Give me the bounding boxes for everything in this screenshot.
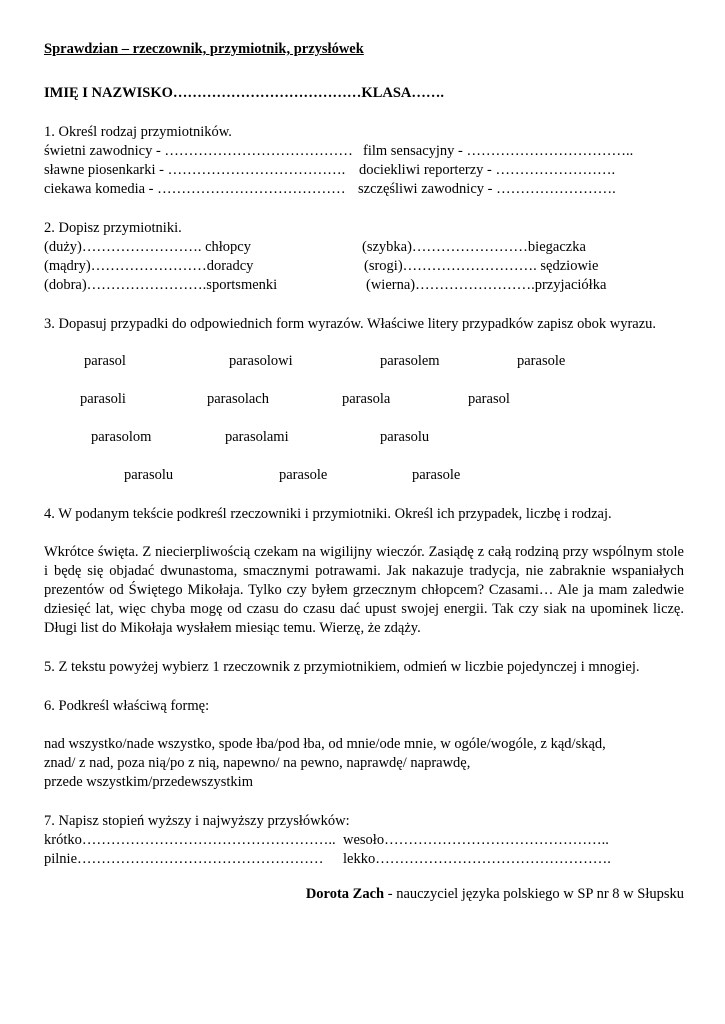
author-role: - nauczyciel języka polskiego w SP nr 8 w Słupsku [384, 886, 684, 902]
author-name: Dorota Zach [305, 886, 385, 902]
task-7-item: pilnie…………………………………………… [44, 851, 324, 867]
task-3-word: parasolom [91, 429, 152, 445]
task-3-word: parasolem [380, 353, 440, 369]
task-2-row [44, 257, 684, 276]
task-3-word: parasolu [380, 429, 430, 445]
task-2-item: (srogi)………………………. sędziowie [364, 258, 599, 274]
task-2-row [44, 238, 684, 257]
task-1-item: szczęśliwi zawodnicy - ……………………. [358, 181, 616, 197]
task-2-item: (szybka)……………………biegaczka [362, 239, 586, 255]
task-1-row [44, 180, 684, 199]
task-7-heading: 7. Napisz stopień wyższy i najwyższy przysłówków: [44, 813, 350, 829]
task-4-heading: 4. W podanym tekście podkreśl rzeczowniki i przymiotniki. Określ ich przypadek, liczbę i rodzaj. [44, 506, 612, 522]
task-7-item: wesoło……………………………………….. [343, 832, 609, 848]
task-3-word: parasolu [124, 467, 174, 483]
task-7-item: lekko…………………………………………. [343, 851, 611, 867]
task-7 [44, 812, 684, 869]
task-3-word: parasole [279, 467, 328, 483]
task-3-word-row [44, 390, 684, 428]
worksheet-title: Sprawdzian – rzeczownik, przymiotnik, przysłówek [44, 41, 364, 57]
task-1-item: ciekawa komedia - ………………………………… [44, 181, 346, 197]
task-2-item: (duży)……………………. chłopcy [44, 239, 251, 255]
task-7-item: krótko…………………………………………….. [44, 832, 336, 848]
task-6-line: przede wszystkim/przedewszystkim [44, 774, 253, 790]
task-5-heading: 5. Z tekstu powyżej wybierz 1 rzeczownik z przymiotnikiem, odmień w liczbie pojedynczej i mnogiej. [44, 659, 640, 675]
task-1-row [44, 161, 684, 180]
task-3-word: parasole [412, 467, 461, 483]
task-1-item: dociekliwi reporterzy - ……………………. [359, 162, 616, 178]
task-3-word: parasola [342, 391, 391, 407]
task-2-item: (dobra)…………………….sportsmenki [44, 277, 278, 293]
task-6-line: nad wszystko/nade wszystko, spode łba/pod łba, od mnie/ode mnie, w ogóle/wogóle, z kąd/skąd, [44, 736, 606, 752]
task-7-row [44, 850, 684, 869]
task-2-item: (mądry)……………………doradcy [44, 258, 254, 274]
task-1-item: sławne piosenkarki - ………………………………. [44, 162, 346, 178]
task-1-row [44, 142, 684, 161]
task-1 [44, 123, 684, 199]
task-1-item: świetni zawodnicy - ………………………………… [44, 143, 353, 159]
task-2-heading: 2. Dopisz przymiotniki. [44, 220, 182, 236]
task-3 [44, 315, 684, 485]
task-3-word-row [44, 428, 684, 466]
task-3-word: parasole [517, 353, 566, 369]
task-3-word: parasol [468, 391, 510, 407]
signature-block [44, 885, 684, 907]
task-6-heading: 6. Podkreśl właściwą formę: [44, 698, 210, 714]
task-6-line: znad/ z nad, poza nią/po z nią, napewno/ na pewno, naprawdę/ naprawdę, [44, 755, 471, 771]
signature [306, 885, 684, 904]
task-3-word: parasoli [80, 391, 126, 407]
task-6 [44, 697, 684, 792]
task-3-heading: 3. Dopasuj przypadki do odpowiednich form wyrazów. Właściwe litery przypadków zapisz obok wyrazu. [44, 316, 657, 332]
task-5 [44, 658, 684, 677]
task-7-row [44, 831, 684, 850]
task-1-heading: 1. Określ rodzaj przymiotników. [44, 124, 232, 140]
task-2 [44, 219, 684, 295]
task-3-word: parasol [84, 353, 126, 369]
task-3-word: parasolami [225, 429, 289, 445]
worksheet [44, 40, 684, 907]
task-3-word-row [44, 352, 684, 390]
task-2-row [44, 276, 684, 295]
name-class-line: IMIĘ I NAZWISKO…………………………………KLASA……. [44, 85, 444, 101]
task-1-item: film sensacyjny - …………………………….. [363, 143, 634, 159]
task-4 [44, 505, 684, 638]
task-3-word: parasolowi [229, 353, 293, 369]
task-3-word-row [44, 466, 684, 485]
task-4-text: Wkrótce święta. Z niecierpliwością czekam na wigilijny wieczór. Zasiądę z całą rodziną przy wspólnym stole i będę się objadać dwunastoma, smacznymi potrawami. Jak nakazuje tradycja, nie zabraknie wspaniałych prezentów od Świętego Mikołaja. Tylko czy byłem grzecznym chłopcem? Czasami… Ale ja mam zaledwie dziesięć lat, więc chyba mogę od czasu do czasu dać upust swojej energii. Tak czy siak na upominek liczę. Długi list do Mikołaja wysłałem miesiąc temu. Wierzę, że zdąży. [44, 544, 684, 636]
task-3-word: parasolach [207, 391, 269, 407]
task-2-item: (wierna)…………………….przyjaciółka [366, 277, 607, 293]
